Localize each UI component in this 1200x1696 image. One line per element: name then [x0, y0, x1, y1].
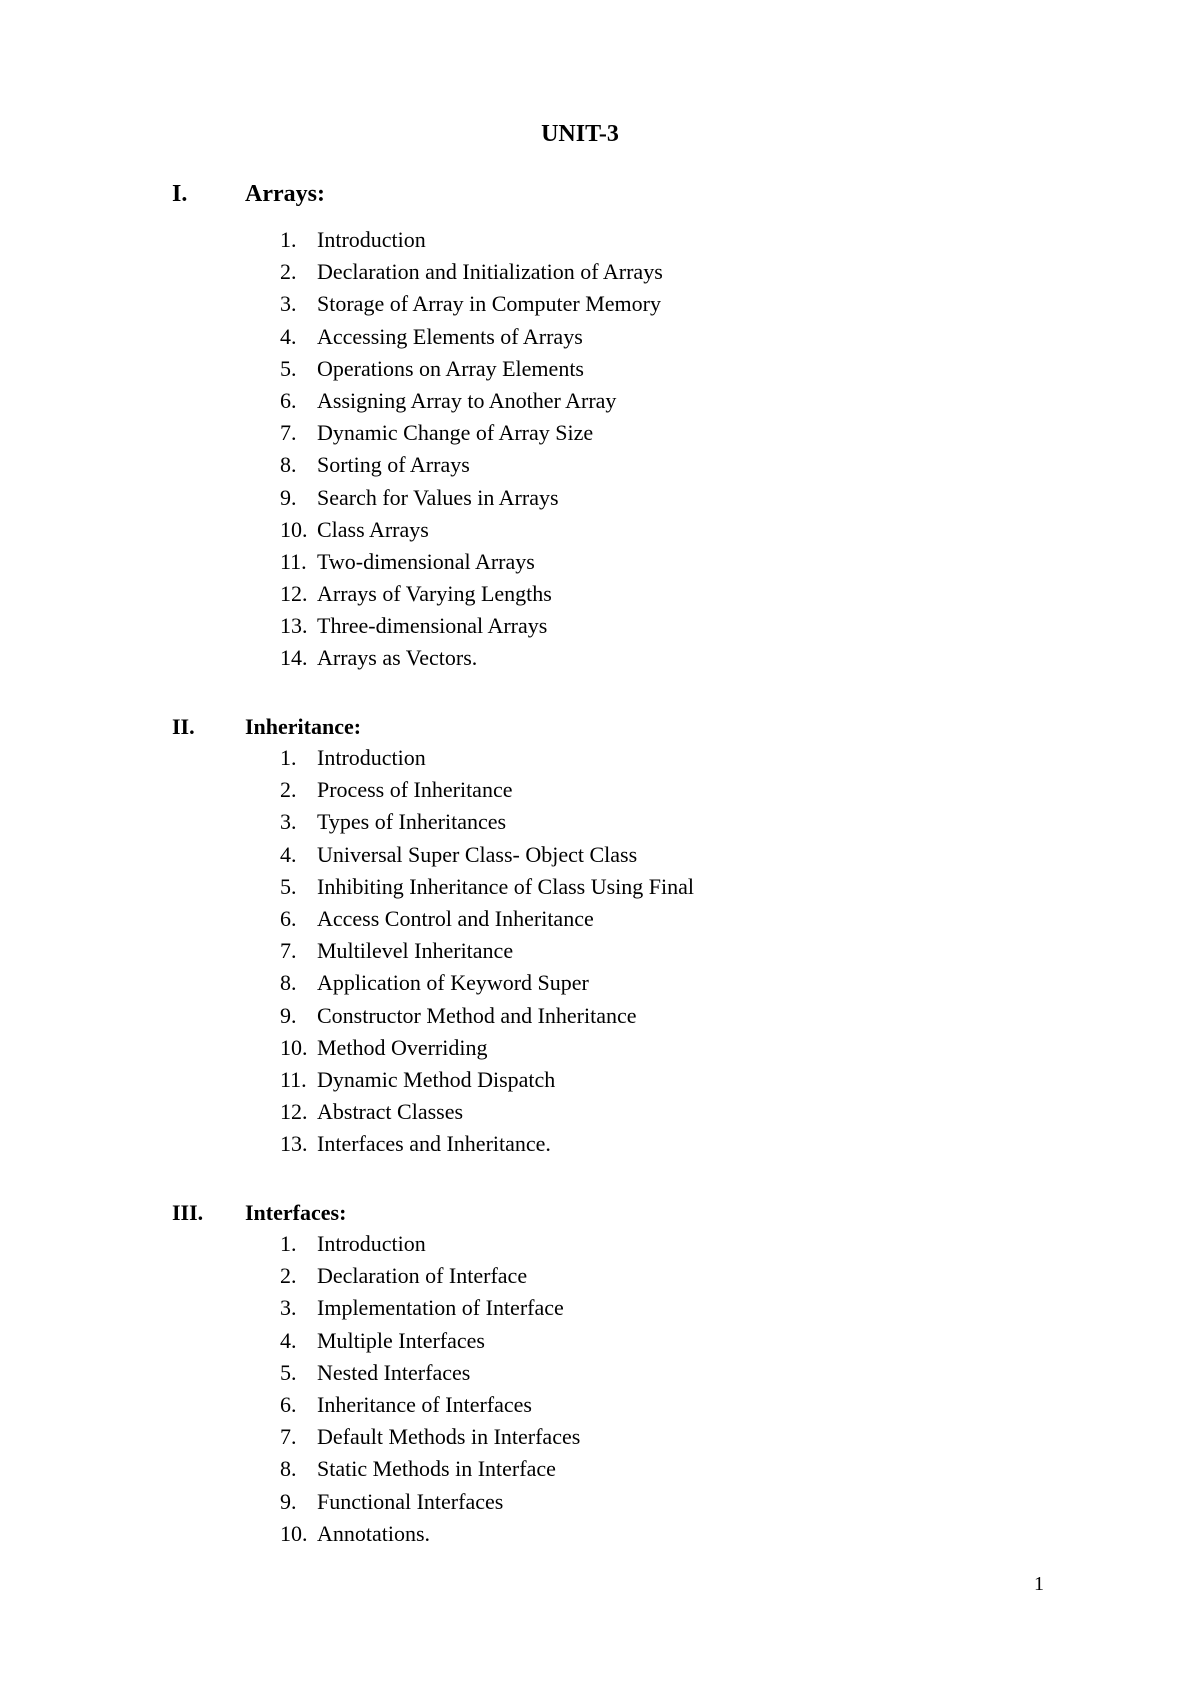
- item-text: Declaration of Interface: [317, 1263, 528, 1289]
- item-text: Introduction: [317, 745, 426, 770]
- item-number: 4.: [280, 841, 297, 867]
- item-text: Types of Inheritances: [317, 809, 507, 835]
- item-text: Method Overriding: [317, 1034, 488, 1060]
- item-number: 3.: [280, 1295, 297, 1321]
- item-text: Assigning Array to Another Array: [317, 387, 617, 413]
- item-text: Search for Values in Arrays: [317, 484, 559, 510]
- item-number: 14.: [280, 645, 308, 671]
- item-text: Abstract Classes: [317, 1099, 464, 1125]
- section-title: Arrays:: [245, 181, 325, 207]
- item-number: 13.: [280, 613, 308, 639]
- item-text: Arrays of Varying Lengths: [317, 581, 552, 607]
- section-numeral: III.: [172, 1200, 204, 1225]
- item-text: Multilevel Inheritance: [317, 938, 514, 964]
- item-text: Storage of Array in Computer Memory: [317, 291, 661, 317]
- section-title: Interfaces:: [245, 1200, 347, 1225]
- item-text: Dynamic Change of Array Size: [317, 420, 594, 446]
- item-text: Annotations.: [317, 1520, 431, 1546]
- section-numeral: I.: [172, 181, 188, 207]
- item-number: 5.: [280, 1359, 297, 1385]
- item-text: Constructor Method and Inheritance: [317, 1002, 637, 1028]
- item-text: Static Methods in Interface: [317, 1456, 556, 1482]
- item-text: Inhibiting Inheritance of Class Using Final: [317, 873, 694, 899]
- item-text: Class Arrays: [317, 516, 429, 542]
- item-text: Process of Inheritance: [317, 777, 513, 803]
- item-text: Functional Interfaces: [317, 1488, 504, 1514]
- item-number: 6.: [280, 387, 297, 413]
- item-text: Arrays as Vectors.: [317, 645, 478, 671]
- item-text: Implementation of Interface: [317, 1295, 564, 1321]
- item-number: 4.: [280, 323, 297, 349]
- item-number: 1.: [280, 745, 297, 770]
- item-number: 10.: [280, 516, 308, 542]
- item-number: 10.: [280, 1034, 308, 1060]
- item-text: Inheritance of Interfaces: [317, 1391, 532, 1417]
- item-number: 11.: [280, 548, 307, 574]
- item-text: Nested Interfaces: [317, 1359, 471, 1385]
- item-number: 6.: [280, 905, 297, 931]
- item-number: 8.: [280, 452, 297, 478]
- item-text: Two-dimensional Arrays: [317, 548, 535, 574]
- item-number: 9.: [280, 484, 297, 510]
- item-text: Introduction: [317, 1231, 426, 1256]
- item-text: Introduction: [317, 227, 426, 252]
- section-numeral: II.: [172, 714, 195, 739]
- item-text: Dynamic Method Dispatch: [317, 1066, 556, 1092]
- item-number: 2.: [280, 1263, 297, 1289]
- item-number: 7.: [280, 1424, 297, 1450]
- item-text: Default Methods in Interfaces: [317, 1424, 581, 1450]
- item-number: 2.: [280, 259, 297, 285]
- item-number: 9.: [280, 1488, 297, 1514]
- item-text: Application of Keyword Super: [317, 970, 589, 996]
- item-number: 3.: [280, 291, 297, 317]
- item-number: 9.: [280, 1002, 297, 1028]
- item-number: 5.: [280, 355, 297, 381]
- item-number: 7.: [280, 938, 297, 964]
- section-title: Inheritance:: [245, 714, 362, 739]
- item-text: Interfaces and Inheritance.: [317, 1131, 551, 1157]
- unit-title: UNIT-3: [541, 121, 619, 147]
- item-number: 8.: [280, 1456, 297, 1482]
- item-number: 1.: [280, 227, 297, 252]
- item-text: Sorting of Arrays: [317, 452, 470, 478]
- item-number: 3.: [280, 809, 297, 835]
- item-number: 1.: [280, 1231, 297, 1256]
- item-text: Multiple Interfaces: [317, 1327, 485, 1353]
- item-number: 10.: [280, 1520, 308, 1546]
- item-text: Declaration and Initialization of Arrays: [317, 259, 663, 285]
- item-text: Universal Super Class- Object Class: [317, 841, 638, 867]
- item-number: 5.: [280, 873, 297, 899]
- item-number: 13.: [280, 1131, 308, 1157]
- item-number: 7.: [280, 420, 297, 446]
- item-text: Operations on Array Elements: [317, 355, 584, 381]
- item-text: Accessing Elements of Arrays: [317, 323, 583, 349]
- item-number: 8.: [280, 970, 297, 996]
- item-number: 12.: [280, 581, 308, 607]
- item-number: 12.: [280, 1099, 308, 1125]
- item-number: 6.: [280, 1391, 297, 1417]
- item-number: 2.: [280, 777, 297, 803]
- page-number: 1: [1034, 1573, 1044, 1595]
- item-text: Three-dimensional Arrays: [317, 613, 548, 639]
- item-number: 4.: [280, 1327, 297, 1353]
- item-number: 11.: [280, 1066, 307, 1092]
- item-text: Access Control and Inheritance: [317, 905, 594, 931]
